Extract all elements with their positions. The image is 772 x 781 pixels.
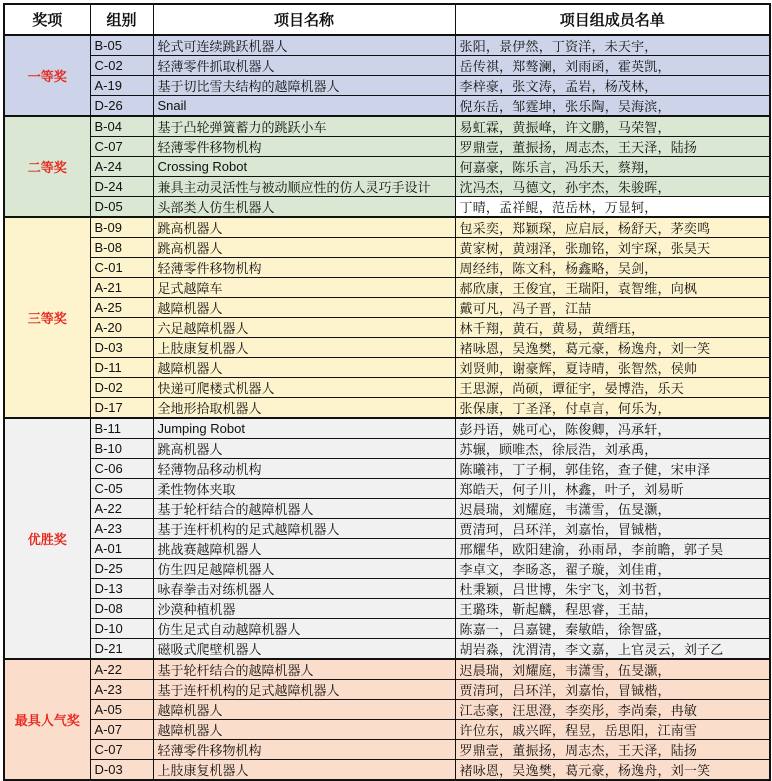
project-cell: 基于连杆机构的足式越障机器人 xyxy=(153,519,455,539)
members-cell: 易虹霖，黄振峰，许文鹏，马荣智， xyxy=(455,116,770,137)
group-cell: D-11 xyxy=(90,358,153,378)
members-cell: 彭丹语，姚可心，陈俊卿，冯承轩， xyxy=(455,418,770,439)
members-cell: 刘贤帅，谢豪辉，夏诗晴，张智然，侯帅 xyxy=(455,358,770,378)
members-cell: 王璐珠，靳起麟，程思睿，王喆， xyxy=(455,599,770,619)
group-cell: C-01 xyxy=(90,258,153,278)
members-cell: 迟晨瑞，刘耀庭，韦潇雪，伍旻灏， xyxy=(455,659,770,680)
project-cell: 越障机器人 xyxy=(153,298,455,318)
project-cell: 基于切比雪夫结构的越障机器人 xyxy=(153,76,455,96)
table-row xyxy=(4,358,770,378)
group-cell: A-21 xyxy=(90,278,153,298)
members-cell: 迟晨瑞，刘耀庭，韦潇雪，伍旻灏， xyxy=(455,499,770,519)
group-cell: D-17 xyxy=(90,398,153,419)
table-row xyxy=(4,459,770,479)
table-row xyxy=(4,56,770,76)
project-cell: 快递可爬楼式机器人 xyxy=(153,378,455,398)
group-cell: A-23 xyxy=(90,519,153,539)
members-cell: 戴可凡，冯子晋，江喆 xyxy=(455,298,770,318)
header-members: 项目组成员名单 xyxy=(455,4,770,35)
project-cell: Jumping Robot xyxy=(153,418,455,439)
table-row xyxy=(4,539,770,559)
table-row xyxy=(4,579,770,599)
project-cell: 轻薄零件移物机构 xyxy=(153,740,455,760)
table-row xyxy=(4,659,770,680)
table-row xyxy=(4,197,770,218)
project-cell: 跳高机器人 xyxy=(153,439,455,459)
header-row xyxy=(4,4,770,35)
group-cell: A-01 xyxy=(90,539,153,559)
members-cell: 贾清珂，吕环洋，刘嘉怡，冒铖楷， xyxy=(455,680,770,700)
project-cell: 越障机器人 xyxy=(153,720,455,740)
group-cell: A-22 xyxy=(90,499,153,519)
group-cell: A-19 xyxy=(90,76,153,96)
table-row xyxy=(4,680,770,700)
members-cell: 丁晴，孟祥鲲，范岳林，万显轲， xyxy=(455,197,770,218)
members-cell: 张保康，丁圣泽，付卓言，何乐为， xyxy=(455,398,770,419)
group-cell: A-24 xyxy=(90,157,153,177)
project-cell: 磁吸式爬壁机器人 xyxy=(153,639,455,660)
table-row xyxy=(4,378,770,398)
project-cell: 基于连杆机构的足式越障机器人 xyxy=(153,680,455,700)
project-cell: 轻薄物品移动机构 xyxy=(153,459,455,479)
group-cell: A-23 xyxy=(90,680,153,700)
table-row xyxy=(4,217,770,238)
table-row xyxy=(4,96,770,117)
table-row xyxy=(4,760,770,781)
members-cell: 杜秉颖，吕世博，朱宇飞，刘书哲， xyxy=(455,579,770,599)
header-award: 奖项 xyxy=(4,4,90,35)
table-row xyxy=(4,559,770,579)
group-cell: A-05 xyxy=(90,700,153,720)
group-cell: D-03 xyxy=(90,760,153,781)
table-row xyxy=(4,238,770,258)
table-row xyxy=(4,298,770,318)
project-cell: 全地形拾取机器人 xyxy=(153,398,455,419)
members-cell: 郑皓天，何子川，林鑫，叶子，刘易昕 xyxy=(455,479,770,499)
members-cell: 张阳，景伊然，丁资洋，未天宇， xyxy=(455,35,770,56)
project-cell: 基于轮杆结合的越障机器人 xyxy=(153,499,455,519)
group-cell: D-08 xyxy=(90,599,153,619)
group-cell: C-06 xyxy=(90,459,153,479)
awards-table xyxy=(3,3,771,781)
group-cell: C-07 xyxy=(90,137,153,157)
table-row xyxy=(4,619,770,639)
members-cell: 苏辗，顾唯杰，徐辰浩，刘承禹， xyxy=(455,439,770,459)
group-cell: A-25 xyxy=(90,298,153,318)
table-row xyxy=(4,278,770,298)
project-cell: 跳高机器人 xyxy=(153,217,455,238)
group-cell: D-13 xyxy=(90,579,153,599)
group-cell: D-03 xyxy=(90,338,153,358)
project-cell: 头部类人仿生机器人 xyxy=(153,197,455,218)
group-cell: B-05 xyxy=(90,35,153,56)
group-cell: C-05 xyxy=(90,479,153,499)
table-row xyxy=(4,157,770,177)
project-cell: 挑战赛越障机器人 xyxy=(153,539,455,559)
project-cell: 轻薄零件抓取机器人 xyxy=(153,56,455,76)
table-row xyxy=(4,258,770,278)
group-cell: D-25 xyxy=(90,559,153,579)
members-cell: 周经纬，陈文科，杨鑫略，吴剑， xyxy=(455,258,770,278)
table-row xyxy=(4,740,770,760)
group-cell: C-07 xyxy=(90,740,153,760)
project-cell: 轻薄零件移物机构 xyxy=(153,258,455,278)
table-row xyxy=(4,338,770,358)
project-cell: 上肢康复机器人 xyxy=(153,338,455,358)
group-cell: D-05 xyxy=(90,197,153,218)
award-label: 最具人气奖 xyxy=(4,659,90,780)
members-cell: 邢耀华，欧阳建渝，孙雨昂，李前瞻，郭子昊 xyxy=(455,539,770,559)
members-cell: 罗鼎壹，董振扬，周志杰，王天泽，陆扬 xyxy=(455,740,770,760)
members-cell: 褚咏恩，吴逸樊，葛元豪，杨逸舟，刘一笑 xyxy=(455,338,770,358)
project-cell: 咏春拳击对练机器人 xyxy=(153,579,455,599)
table-row xyxy=(4,439,770,459)
group-cell: D-24 xyxy=(90,177,153,197)
project-cell: 跳高机器人 xyxy=(153,238,455,258)
project-cell: 越障机器人 xyxy=(153,700,455,720)
members-cell: 岳传祺，郑骜澜，刘雨函，霍英凯， xyxy=(455,56,770,76)
project-cell: 越障机器人 xyxy=(153,358,455,378)
members-cell: 贾清珂，吕环洋，刘嘉怡，冒铖楷， xyxy=(455,519,770,539)
project-cell: 六足越障机器人 xyxy=(153,318,455,338)
group-cell: B-10 xyxy=(90,439,153,459)
table-row xyxy=(4,116,770,137)
project-cell: 沙漠种植机器 xyxy=(153,599,455,619)
members-cell: 许位东，戚兴晖，程昱，岳思阳，江南雪 xyxy=(455,720,770,740)
group-cell: D-10 xyxy=(90,619,153,639)
table-row xyxy=(4,177,770,197)
group-cell: A-20 xyxy=(90,318,153,338)
table-row xyxy=(4,720,770,740)
table-row xyxy=(4,76,770,96)
members-cell: 胡岩淼，沈渭清，李文嘉，上官灵云，刘子乙 xyxy=(455,639,770,660)
project-cell: 柔性物体夹取 xyxy=(153,479,455,499)
members-cell: 罗鼎壹，董振扬，周志杰，王天泽，陆扬 xyxy=(455,137,770,157)
project-cell: 兼具主动灵活性与被动顺应性的仿人灵巧手设计 xyxy=(153,177,455,197)
table-row xyxy=(4,479,770,499)
group-cell: D-02 xyxy=(90,378,153,398)
project-cell: 上肢康复机器人 xyxy=(153,760,455,781)
table-row xyxy=(4,35,770,56)
group-cell: A-22 xyxy=(90,659,153,680)
table-row xyxy=(4,700,770,720)
members-cell: 陈曦祎，丁子桐，郭佳铭，查子健，宋申泽 xyxy=(455,459,770,479)
members-cell: 沈冯杰，马德文，孙宇杰，朱骏晖， xyxy=(455,177,770,197)
members-cell: 褚咏恩，吴逸樊，葛元豪，杨逸舟，刘一笑 xyxy=(455,760,770,781)
table-row xyxy=(4,398,770,419)
group-cell: D-26 xyxy=(90,96,153,117)
members-cell: 包采奕，郑颖琛，应启辰，杨舒天，茅奕鸣 xyxy=(455,217,770,238)
project-cell: 轮式可连续跳跃机器人 xyxy=(153,35,455,56)
table-row xyxy=(4,599,770,619)
project-cell: 轻薄零件移物机构 xyxy=(153,137,455,157)
members-cell: 郝欣康，王俊宜，王瑞阳，袁智维，向枫 xyxy=(455,278,770,298)
members-cell: 黄家树，黄翊泽，张珈铭，刘宇琛，张昊天 xyxy=(455,238,770,258)
group-cell: B-08 xyxy=(90,238,153,258)
table-row xyxy=(4,318,770,338)
group-cell: C-02 xyxy=(90,56,153,76)
group-cell: A-07 xyxy=(90,720,153,740)
table-row xyxy=(4,137,770,157)
members-cell: 林千翔，黄石，黄易，黄缙珏， xyxy=(455,318,770,338)
project-cell: Crossing Robot xyxy=(153,157,455,177)
table-row xyxy=(4,499,770,519)
project-cell: Snail xyxy=(153,96,455,117)
group-cell: D-21 xyxy=(90,639,153,660)
table-row xyxy=(4,639,770,660)
project-cell: 仿生足式自动越障机器人 xyxy=(153,619,455,639)
header-project: 项目名称 xyxy=(153,4,455,35)
members-cell: 李卓文，李旸忞，翟子璇，刘佳甫， xyxy=(455,559,770,579)
award-label: 二等奖 xyxy=(4,116,90,217)
members-cell: 倪东岳，邹霆坤，张乐陶，吴海滨， xyxy=(455,96,770,117)
header-group: 组别 xyxy=(90,4,153,35)
members-cell: 何嘉豪，陈乐言，冯乐天，蔡翔， xyxy=(455,157,770,177)
project-cell: 仿生四足越障机器人 xyxy=(153,559,455,579)
award-label: 优胜奖 xyxy=(4,418,90,659)
project-cell: 足式越障车 xyxy=(153,278,455,298)
project-cell: 基于轮杆结合的越障机器人 xyxy=(153,659,455,680)
group-cell: B-09 xyxy=(90,217,153,238)
members-cell: 陈嘉一，吕嘉键，秦敏皓，徐智盛， xyxy=(455,619,770,639)
members-cell: 王思源，尚硕，谭征宇，晏博浩，乐天 xyxy=(455,378,770,398)
group-cell: B-11 xyxy=(90,418,153,439)
award-label: 一等奖 xyxy=(4,35,90,116)
project-cell: 基于凸轮弹簧蓄力的跳跃小车 xyxy=(153,116,455,137)
group-cell: B-04 xyxy=(90,116,153,137)
table-row xyxy=(4,519,770,539)
table-row xyxy=(4,418,770,439)
members-cell: 江志豪，汪思澄，李奕彤，李尚秦，冉敏 xyxy=(455,700,770,720)
award-label: 三等奖 xyxy=(4,217,90,418)
members-cell: 李梓豪，张文涛，孟岩，杨茂林， xyxy=(455,76,770,96)
